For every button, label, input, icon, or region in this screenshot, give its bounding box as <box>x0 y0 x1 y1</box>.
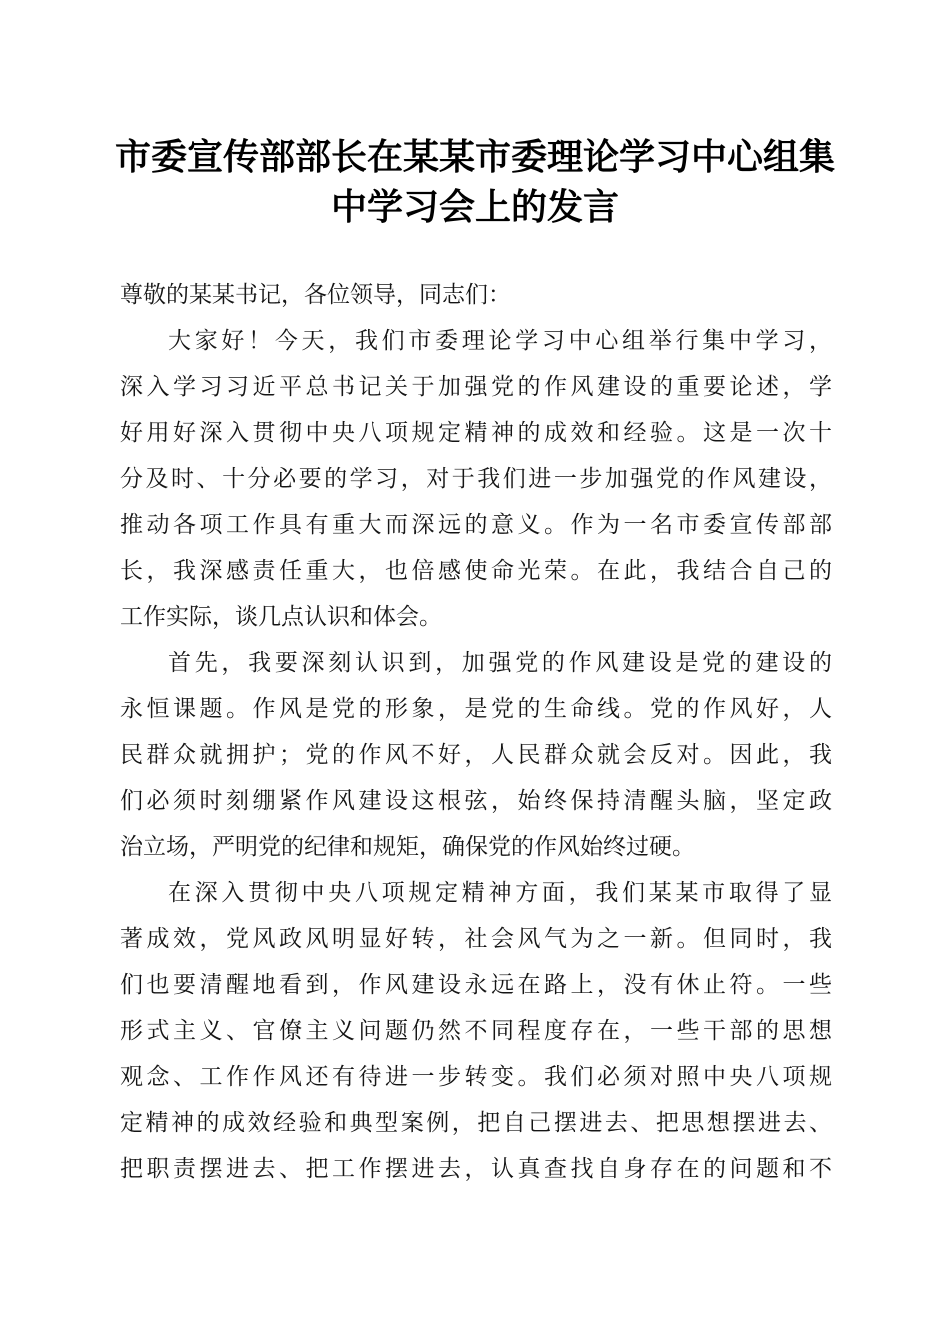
paragraph-3 <box>120 870 832 1192</box>
paragraph-2 <box>120 640 832 870</box>
paragraph-line: 定精神的成效经验和典型案例，把自己摆进去、把思想摆进去、 <box>120 1110 832 1136</box>
title-line-2: 中学习会上的发言 <box>330 186 619 228</box>
document-body <box>120 272 832 1192</box>
paragraph-line: 好用好深入贯彻中央八项规定精神的成效和经验。这是一次十 <box>120 420 832 446</box>
salutation: 尊敬的某某书记，各位领导，同志们： <box>120 282 511 308</box>
paragraph-line: 把职责摆进去、把工作摆进去，认真查找自身存在的问题和不 <box>120 1156 832 1182</box>
paragraph-line: 分及时、十分必要的学习，对于我们进一步加强党的作风建设， <box>120 466 832 492</box>
paragraph-line: 工作实际，谈几点认识和体会。 <box>120 604 442 630</box>
paragraph-line: 在深入贯彻中央八项规定精神方面，我们某某市取得了显 <box>168 880 832 906</box>
paragraph-line: 治立场，严明党的纪律和规矩，确保党的作风始终过硬。 <box>120 834 695 860</box>
paragraph-line: 深入学习习近平总书记关于加强党的作风建设的重要论述，学 <box>120 374 832 400</box>
paragraph-line: 民群众就拥护；党的作风不好，人民群众就会反对。因此，我 <box>120 742 832 768</box>
paragraph-line: 们也要清醒地看到，作风建设永远在路上，没有休止符。一些 <box>120 972 832 998</box>
paragraph-line: 著成效，党风政风明显好转，社会风气为之一新。但同时，我 <box>120 926 832 952</box>
paragraph-line: 首先，我要深刻认识到，加强党的作风建设是党的建设的 <box>168 650 832 676</box>
paragraph-line: 形式主义、官僚主义问题仍然不同程度存在，一些干部的思想 <box>120 1018 832 1044</box>
title-line-1: 市委宣传部部长在某某市委理论学习中心组集 <box>114 136 835 178</box>
paragraph-line: 观念、工作作风还有待进一步转变。我们必须对照中央八项规 <box>120 1064 832 1090</box>
paragraph-line: 推动各项工作具有重大而深远的意义。作为一名市委宣传部部 <box>120 512 832 538</box>
paragraph-line: 们必须时刻绷紧作风建设这根弦，始终保持清醒头脑，坚定政 <box>120 788 832 814</box>
paragraph-line: 长，我深感责任重大，也倍感使命光荣。在此，我结合自己的 <box>120 558 832 584</box>
paragraph-line: 大家好！今天，我们市委理论学习中心组举行集中学习， <box>168 328 832 354</box>
paragraph-line: 永恒课题。作风是党的形象，是党的生命线。党的作风好，人 <box>120 696 832 722</box>
paragraph-1 <box>120 318 832 640</box>
document-title <box>100 132 850 232</box>
